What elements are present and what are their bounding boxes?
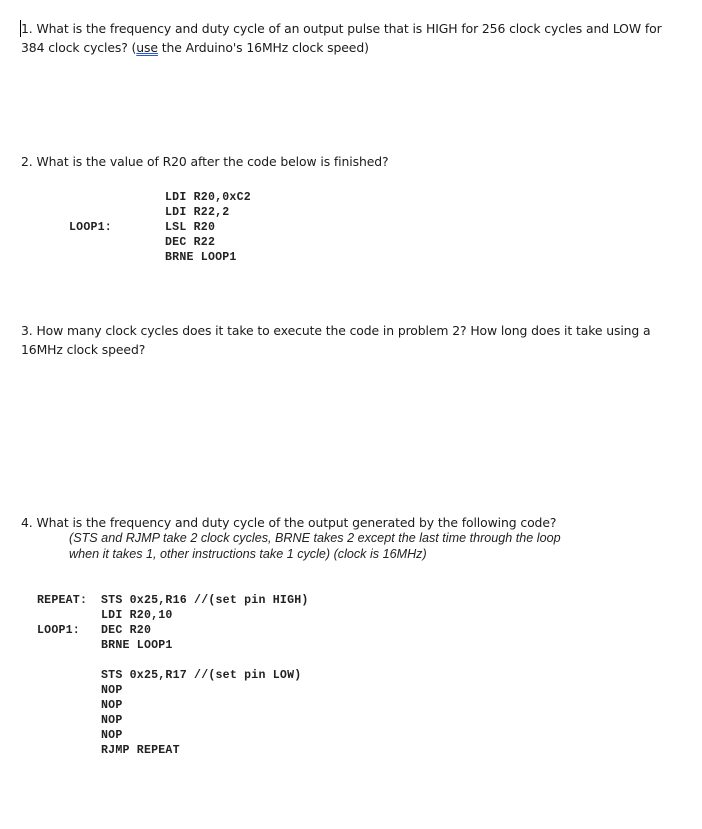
q4-code-line-1: STS 0x25,R16 //(set pin HIGH) — [101, 594, 309, 607]
question-4-note-line-1: (STS and RJMP take 2 clock cycles, BRNE takes 2 except the last time through the loop — [69, 531, 561, 545]
q4-code-line-6: NOP — [101, 684, 123, 697]
q4-code-line-4: BRNE LOOP1 — [101, 639, 173, 652]
q4-code-line-3: DEC R20 — [101, 624, 152, 637]
q2-loop1-label: LOOP1: — [69, 221, 112, 234]
question-2-text: 2. What is the value of R20 after the code below is finished? — [21, 154, 389, 169]
q4-repeat-label: REPEAT: — [37, 594, 88, 607]
q2-code-line-2: LDI R22,2 — [165, 206, 230, 219]
q4-code-line-5: STS 0x25,R17 //(set pin LOW) — [101, 669, 302, 682]
question-1-line-1: 1. What is the frequency and duty cycle of an output pulse that is HIGH for 256 clock cycles and LOW for — [21, 21, 662, 36]
q2-code-line-1: LDI R20,0xC2 — [165, 191, 251, 204]
q4-code-line-8: NOP — [101, 714, 123, 727]
q2-code-line-5: BRNE LOOP1 — [165, 251, 237, 264]
question-3-line-1: 3. How many clock cycles does it take to execute the code in problem 2? How long does it take using a — [21, 323, 651, 338]
q4-code-line-9: NOP — [101, 729, 123, 742]
q4-loop1-label: LOOP1: — [37, 624, 80, 637]
question-1-line-2 — [21, 40, 369, 55]
question-1-line-2-end: the Arduino's 16MHz clock speed) — [157, 40, 369, 55]
spellcheck-word-use: use — [136, 40, 158, 55]
question-3-line-2: 16MHz clock speed? — [21, 342, 146, 357]
question-4-note-line-2: when it takes 1, other instructions take 1 cycle) (clock is 16MHz) — [69, 547, 427, 561]
q4-code-line-10: RJMP REPEAT — [101, 744, 180, 757]
q2-code-line-4: DEC R22 — [165, 236, 216, 249]
q4-code-line-2: LDI R20,10 — [101, 609, 173, 622]
q2-code-line-3: LSL R20 — [165, 221, 216, 234]
question-1-line-2-start: 384 clock cycles? ( — [21, 40, 137, 55]
q4-code-line-7: NOP — [101, 699, 123, 712]
question-4-text: 4. What is the frequency and duty cycle of the output generated by the following code? — [21, 515, 557, 530]
